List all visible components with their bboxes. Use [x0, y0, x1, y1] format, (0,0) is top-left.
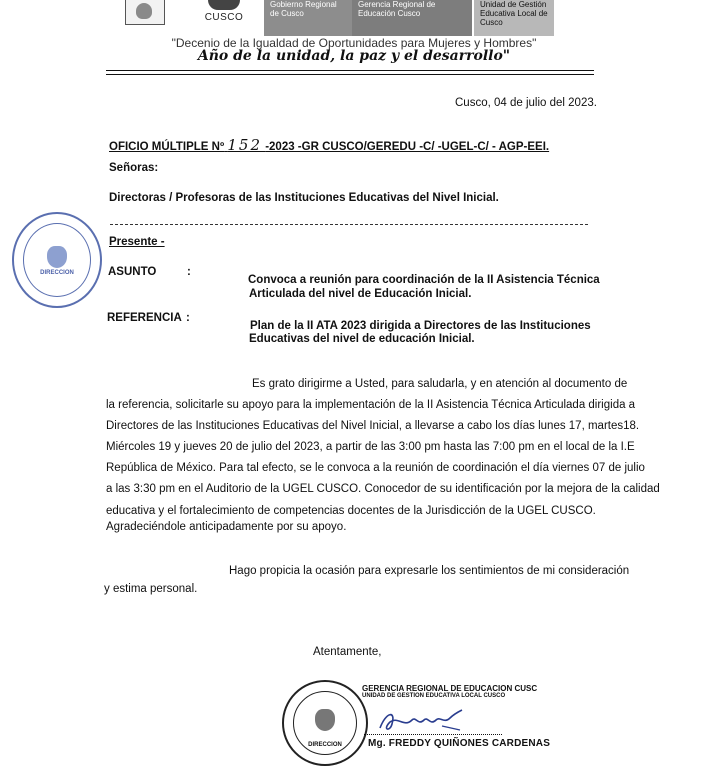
body-line-7: educativa y el fortalecimiento de competencias docentes de la Jurisdicción de la UGEL CUSCO. [106, 505, 596, 517]
farewell: Atentamente, [313, 646, 382, 658]
office-reference [109, 138, 549, 154]
cusco-logo-text: CUSCO [204, 12, 244, 23]
peru-crest-logo [125, 0, 165, 25]
body-line-5: República de México. Para tal efecto, se le convoca a la reunión de coordinación el día viernes 07 de julio [106, 462, 645, 474]
seal-crest-icon [315, 709, 335, 731]
header-rule-top [106, 70, 594, 71]
header-band-education-management: Gerencia Regional de Educación Cusco [352, 0, 472, 36]
separator-dashed [110, 224, 588, 225]
body-line-6: a las 3:30 pm en el Auditorio de la UGEL CUSCO. Conocedor de su identificación por la mejora de la calidad [106, 483, 660, 495]
body-line-2: la referencia, solicitarle su apoyo para la implementación de la II Asistencia Técnica Articulada dirigida a [106, 399, 636, 411]
signature-line [364, 734, 502, 735]
closing-line-2: y estima personal. [104, 583, 198, 595]
decade-slogan: "Decenio de la Igualdad de Oportunidades para Mujeres y Hombres" [171, 36, 537, 50]
recipients: Directoras / Profesoras de las Instituciones Educativas del Nivel Inicial. [109, 192, 499, 204]
ugel-stamp-left [12, 212, 102, 308]
office-suffix: -2023 -GR CUSCO/GEREDU -C/ -UGEL-C/ - AGP-EEI. [265, 141, 550, 153]
asunto-line-1: Convoca a reunión para coordinación de la II Asistencia Técnica [248, 274, 600, 286]
salutation: Señoras: [109, 162, 159, 174]
handwritten-signature [372, 706, 472, 736]
header-band-regional-government: Gobierno Regional de Cusco [264, 0, 352, 36]
header-band-ugel: Unidad de Gestión Educativa Local de Cusco [474, 0, 554, 36]
signature-institution-line-1: GERENCIA REGIONAL DE EDUCACION CUSC [362, 684, 538, 693]
referencia-label: REFERENCIA [107, 312, 182, 324]
body-line-8: Agradeciéndole anticipadamente por su apoyo. [106, 521, 347, 533]
asunto-line-2: Articulada del nivel de Educación Inicial. [249, 288, 472, 300]
signer-name: Mg. FREDDY QUIÑONES CARDENAS [368, 738, 551, 749]
official-seal [282, 680, 368, 766]
office-prefix: OFICIO MÚLTIPLE Nº [109, 141, 225, 153]
body-line-4: Miércoles 19 y jueves 20 de julio del 2023, a partir de las 3:00 pm hasta las 7:00 pm en el local de la I.E [106, 441, 635, 453]
stamp-crest-icon [47, 246, 67, 268]
presente-label: Presente - [109, 236, 165, 248]
referencia-line-2: Educativas del nivel de educación Inicial. [249, 333, 475, 345]
body-line-3: Directores de las Instituciones Educativas del Nivel Inicial, a llevarse a cabo los días lunes 17, martes18. [106, 420, 640, 432]
asunto-label: ASUNTO [108, 266, 157, 278]
office-number: 152 [227, 136, 262, 154]
body-line-1: Es grato dirigirme a Usted, para saludarla, y en atención al documento de [252, 378, 628, 390]
year-motto: Año de la unidad, la paz y el desarrollo" [197, 48, 511, 64]
place-date: Cusco, 04 de julio del 2023. [455, 97, 597, 109]
cusco-logo-mark [208, 0, 240, 10]
stamp-label: DIRECCION [40, 270, 74, 276]
closing-line-1: Hago propicia la ocasión para expresarle los sentimientos de mi consideración [229, 565, 630, 577]
seal-label: DIRECCION [308, 742, 342, 748]
referencia-line-1: Plan de la II ATA 2023 dirigida a Directores de las Instituciones [250, 320, 591, 332]
signature-institution-line-2: UNIDAD DE GESTION EDUCATIVA LOCAL CUSCO [362, 693, 506, 699]
cusco-logo [200, 0, 248, 28]
asunto-colon: : [187, 266, 191, 278]
referencia-colon: : [186, 312, 190, 324]
header-rule-bottom [106, 74, 594, 75]
